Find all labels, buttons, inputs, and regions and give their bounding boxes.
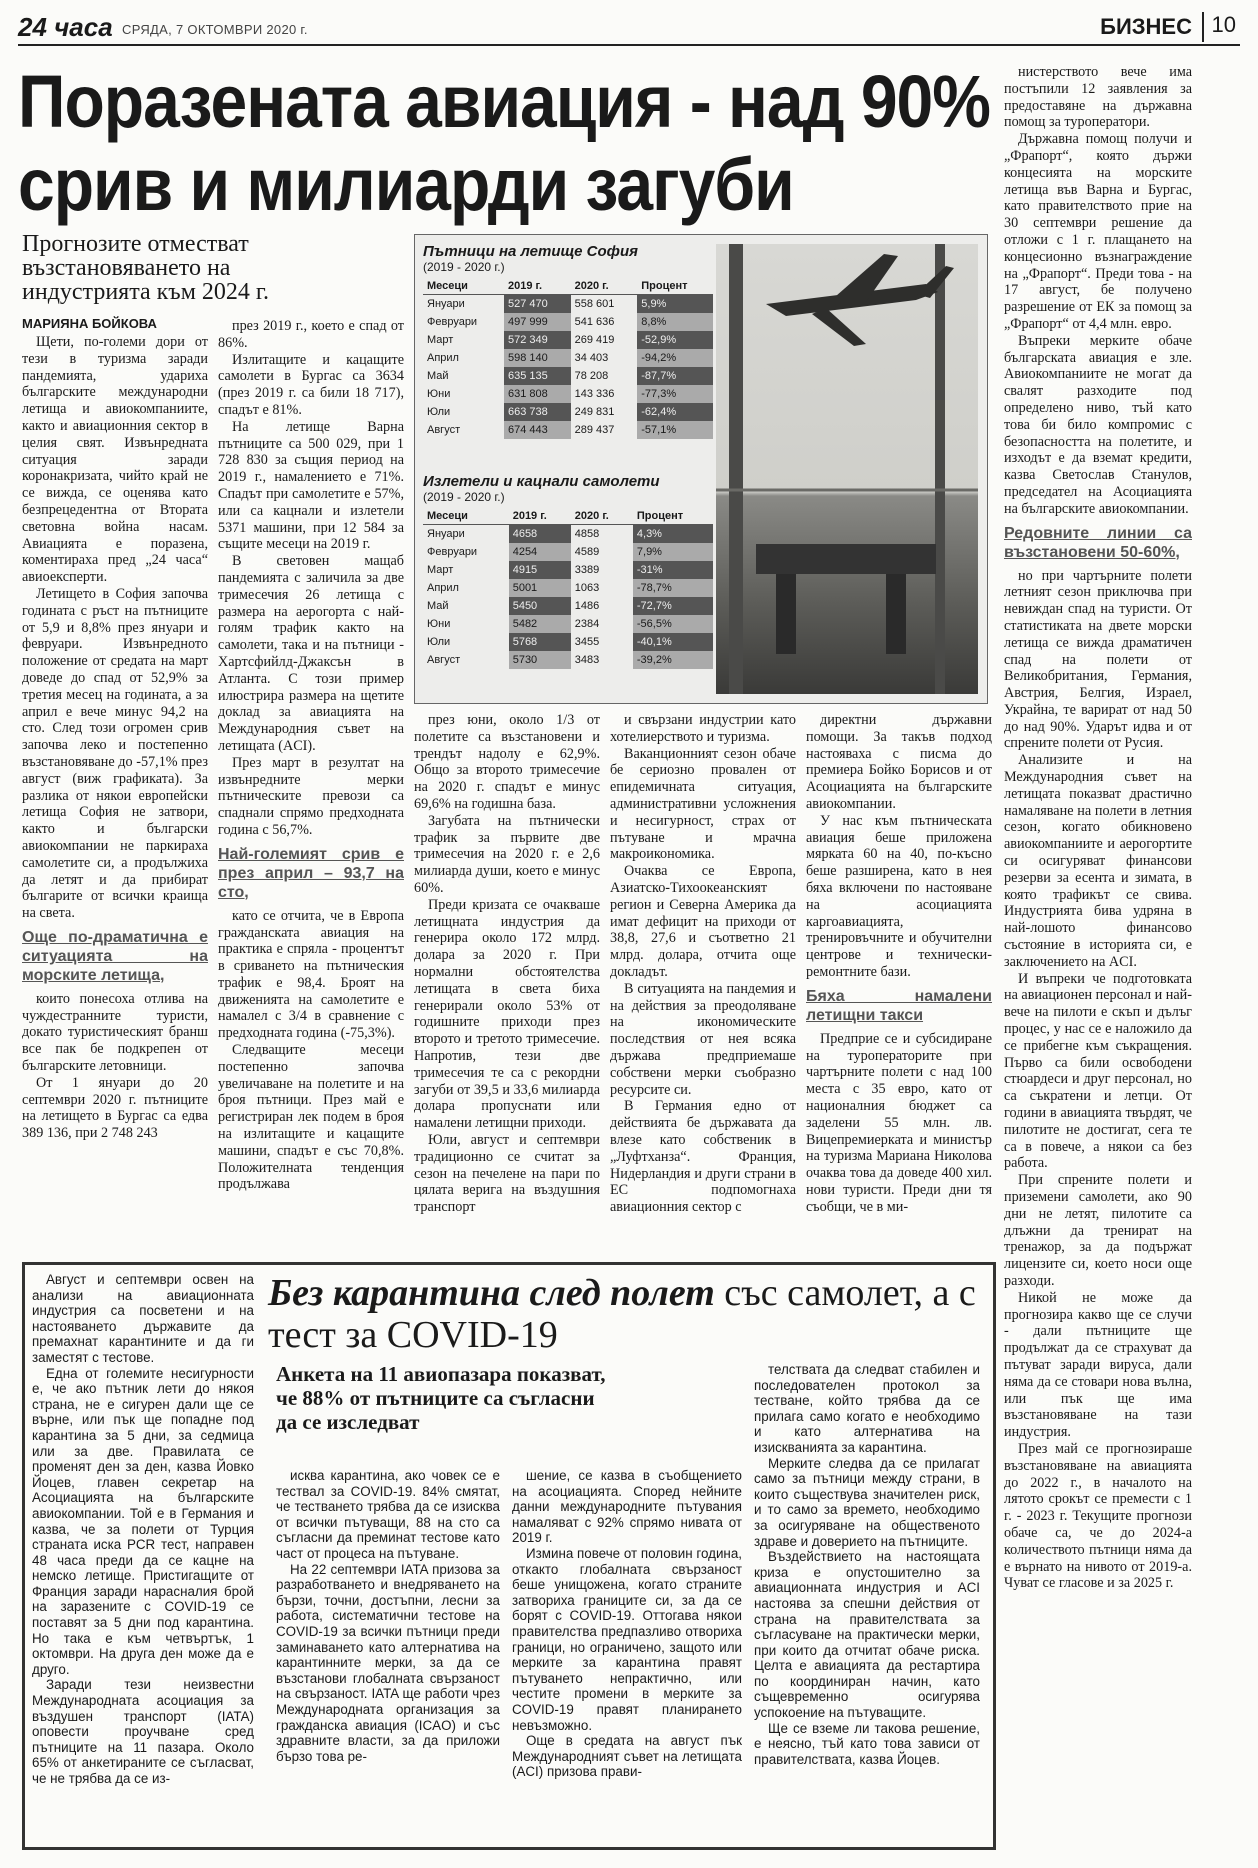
paragraph: Летището в София започва годината с ръст на пътниците от 5,9 и 8,8% през януари и февруари. Извънредното положение от средата на март доведе до спад от 52,9% за третия месец на годината, а за април е вече минус 94,2 на сто. След този огромен срив започва леко и постепенно възстановяване до -57,1% през август (виж графиката). За разлика от някои европейски летища София не затвори, както и български авиокомпании не паркираха самолетите си, а продължиха да летят и да прибират българите от всички краища на света. <box>22 585 208 922</box>
paragraph: Ваканционният сезон обаче бе сериозно провален от епидемичната ситуация, административни усложнения и несигурност, страх от пътуване и мрачна макроикономика. <box>610 745 796 863</box>
table-cell: 5768 <box>509 633 571 651</box>
paragraph: В Германия едно от действията бе държавата да влезе като собственик в „Луфтханза“. Франция, Нидерландия и други страни в ЕС подпомогнаха авиационния сектор с <box>610 1098 796 1216</box>
table-cell: 1063 <box>574 582 600 594</box>
airport-airplane-photo <box>716 244 978 694</box>
airplane-icon <box>716 244 978 694</box>
table-cell: 3455 <box>574 636 600 648</box>
table-cell: 4858 <box>574 528 600 540</box>
article-column-4 <box>610 712 796 1254</box>
paragraph: Очаква се Европа, Азиатско-Тихоокеанският регион и Северна Америка да имат дефицит на приходи от 38,8, 27,6 и съответно 21 млрд. долара, отчита още докладът. <box>610 863 796 980</box>
table-cell: 598 140 <box>504 349 571 367</box>
table-cell: Юни <box>427 388 451 400</box>
table-cell: 2384 <box>574 618 600 630</box>
paragraph: Предприе се и субсидиране на туроператорите при чартърните полети с над 100 места с 35 евро, като от националния бюджет са заделени 55 млн. лв. Вицепремиерката и министър на туризма Мариана Николова очаква това да доведе 400 хил. нови туристи. Преди дни тя съобщи, че в ми- <box>806 1030 992 1215</box>
pull-quote: Най-големият срив е през април – 93,7 на сто, <box>218 845 404 901</box>
table-row <box>423 421 713 439</box>
paragraph: Преди кризата се очакваше летищната индустрия да генерира около 172 млрд. долара за 2020 г. При нормални обстоятелства летищата в света биха генерирали около 53% от годишните приходи през второто и третото тримесечие. Напротив, тези две тримесечия те са с рекордни загуби от 39,5 и 33,6 милиарда долара пропуснати или намалени летищни приходи. <box>414 896 600 1132</box>
table-row <box>423 313 713 331</box>
paragraph: нистерството вече има постъпили 12 заявления за предоставяне на държавна помощ за туроператори. <box>1004 64 1192 131</box>
table-header-cell: 2019 г. <box>504 278 571 295</box>
table-cell: Август <box>427 424 461 436</box>
table-cell: 5001 <box>509 579 571 597</box>
paragraph: Август и септември освен на анализи на авиационната индустрия са посветени и на настояването държавите да премахнат карантините и да ги заместят с тестове. <box>32 1272 254 1365</box>
table-row <box>423 525 713 544</box>
paragraph: директни държавни помощи. За такъв подход настояваха с писма до премиера Бойко Борисов и от Асоциацията на българските авиокомпании. <box>806 712 992 812</box>
paragraph: Мерките следва да се прилагат само за пътници между страни, в които съществува значителен риск, и то само за времето, необходимо за осигуряване на общественото здраве и доверието на пътниците. <box>754 1455 980 1549</box>
table-header-cell: Процент <box>633 508 713 525</box>
bottom-column-4 <box>754 1362 980 1838</box>
pull-quote: Бяха намалени летищни такси <box>806 987 992 1024</box>
article-column-2 <box>218 318 404 1254</box>
table-cell: 5450 <box>509 597 571 615</box>
table-cell: Януари <box>427 528 465 540</box>
table-cell: 269 419 <box>574 334 615 346</box>
paragraph: през юни, около 1/3 от полетите са възстановени и трендът надолу е 62,9%. Общо за второто тримесечие на 2020 г. спадът е минус 69,6% на годишна база. <box>414 712 600 812</box>
bottom-column-1 <box>32 1272 254 1838</box>
table-subtitle: (2019 - 2020 г.) <box>423 260 505 274</box>
table-title: Пътници на летище София <box>423 243 638 260</box>
passengers-table-block <box>423 243 713 439</box>
table-cell: 527 470 <box>504 295 571 314</box>
table-cell: 4658 <box>509 525 571 544</box>
bottom-article-subhead: Анкета на 11 авиопазара показват, че 88% от пътниците са съгласни да се изследват <box>276 1362 606 1434</box>
table-cell: -72,7% <box>633 597 713 615</box>
table-cell: 5482 <box>509 615 571 633</box>
table-cell: 631 808 <box>504 385 571 403</box>
table-header-cell: 2020 г. <box>571 278 638 295</box>
paragraph: През май се прогнозираше възстановяване на авиацията до 2022 г., в началото на лятото срокът се премести с 1 г. - 2023 г. Текущите прогнози обаче са, че до 2024-а количеството пътници няма да е върнато на нивото от 2019-а. Чуват се гласове и за 2025 г. <box>1004 1440 1192 1592</box>
masthead <box>18 8 1240 46</box>
table-cell: 289 437 <box>574 424 615 436</box>
paragraph: Още в средата на август пък Международният съвет на летищата (ACI) призова прави- <box>512 1733 742 1780</box>
table-row <box>423 367 713 385</box>
paragraph: през 2019 г., което е спад от 86%. <box>218 318 404 351</box>
article-column-5 <box>806 712 992 1254</box>
paragraph: Държавна помощ получи и „Фрапорт“, която държи концесията на морските летища във Варна и Бургас, като правителството прие на 30 септември решение да отложи с 1 г. плащането на концесионно възнаграждение на „Фрапорт“. Преди това - на 17 август, бе получено разрешение от ЕК за помощ за „Фрапорт“ от 4,4 млн. евро. <box>1004 131 1192 332</box>
paragraph: През март в резултат на извънредните мерки пътническите превози са спаднали спрямо предходната година с 56,7%. <box>218 754 404 838</box>
table-cell: -77,3% <box>637 385 713 403</box>
paragraph: Ще се вземе ли такова решение, е неясно, тъй като това зависи от правителствата, казва Йоцев. <box>754 1720 980 1767</box>
table-title: Излетели и кацнали самолети <box>423 473 660 490</box>
table-header-cell: 2020 г. <box>571 508 633 525</box>
paragraph: които понесоха отлива на чуждестранните туристи, докато туристическият бранш все пак бе подкрепен от българските летовници. <box>22 990 208 1075</box>
table-cell: -56,5% <box>633 615 713 633</box>
headline-emphasis: Без карантина след полет <box>268 1272 715 1314</box>
table-row <box>423 633 713 651</box>
paragraph: Следващите месеци постепенно започва увеличаване на полетите и на броя пътници. През май е регистриран лек подем в броя на излитащите и кацащите машини, спадът е със 70,8%. Положителната тенденция продължава <box>218 1042 404 1193</box>
table-cell: Февруари <box>427 316 478 328</box>
table-row <box>423 403 713 421</box>
table-cell: 143 336 <box>574 388 615 400</box>
paragraph: и свързани индустрии като хотелиерството и туризма. <box>610 712 796 745</box>
table-cell: -39,2% <box>633 651 713 669</box>
table-cell: 4254 <box>509 543 571 561</box>
table-cell: 5,9% <box>637 295 713 314</box>
pull-quote: Още по-драматична е ситуацията на морските летища, <box>22 928 208 984</box>
article-subhead: Прогнозите отместват възстановяването на индустрията към 2024 г. <box>22 231 270 305</box>
paragraph: У нас към пътническата авиация беше приложена мярката 60 на 40, по-късно беше разширена, като в нея бяха включени по настояване на асоциацията каргоавиацията, тренировъчните и обучителни центрове и технически-ремонтните бази. <box>806 812 992 980</box>
headline-rest: със самолет, а с тест за COVID-19 <box>268 1272 976 1356</box>
table-cell: Март <box>427 334 454 346</box>
page-number: 10 <box>1202 12 1236 42</box>
table-cell: 78 208 <box>574 370 609 382</box>
table-cell: 663 738 <box>504 403 571 421</box>
table-cell: 558 601 <box>574 298 615 310</box>
table-cell: 674 443 <box>504 421 571 439</box>
pull-quote: Редовните линии са възстановени 50-60%, <box>1004 524 1192 561</box>
issue-date: СРЯДА, 7 ОКТОМВРИ 2020 г. <box>122 22 308 37</box>
table-cell: -57,1% <box>637 421 713 439</box>
table-cell: 5730 <box>509 651 571 669</box>
paragraph: От 1 януари до 20 септември 2020 г. пътниците на летището в Бургас са едва 389 136, при 2 748 243 <box>22 1074 208 1142</box>
table-row <box>423 349 713 367</box>
paragraph: телствата да следват стабилен и последователен протокол за тестване, който трябва да се прилага само когато е необходимо и като алтернатива на изискванията за карантина. <box>754 1362 980 1455</box>
table-cell: -62,4% <box>637 403 713 421</box>
table-cell: 4589 <box>574 546 600 558</box>
article-column-6 <box>1004 64 1192 1844</box>
paragraph: Юли, август и септември традиционно се считат за сезон на печелене на пари по цялата верига на въздушния транспорт <box>414 1131 600 1216</box>
bottom-column-3 <box>512 1468 742 1838</box>
table-cell: Април <box>427 582 459 594</box>
table-header-cell: Процент <box>637 278 713 295</box>
table-cell: -87,7% <box>637 367 713 385</box>
table-row <box>423 543 713 561</box>
table-cell: Май <box>427 370 449 382</box>
paragraph: като се отчита, че в Европа гражданската авиация на практика е спряла - процентът в сриването на пътническия трафик е 98,4. Броят на движенията на самолетите е намалел с 3/4 в сравнение с предходната година (-75,3%). <box>218 907 404 1042</box>
table-header-row <box>423 278 713 295</box>
article-headline: Поразената авиация - над 90% срив и милиарди загуби <box>18 60 990 226</box>
passengers-table <box>423 278 713 439</box>
flights-table <box>423 508 713 669</box>
paragraph: Щети, по-големи дори от тези в туризма заради пандемията, удариха българските международни летища и авиокомпаниите, както и авиационния сектор в целия свят. Извънредната ситуация заради коронакризата, чийто край не се вижда, се оценява като безпрецедентна от Втората световна война насам. Авиацията е поразена, коментираха пред „24 часа“ авиоексперти. <box>22 334 208 586</box>
table-row <box>423 385 713 403</box>
newspaper-logo: 24 часа <box>18 12 113 42</box>
table-cell: Януари <box>427 298 465 310</box>
table-cell: -52,9% <box>637 331 713 349</box>
table-header-cell: 2019 г. <box>509 508 571 525</box>
table-cell: Април <box>427 352 459 364</box>
table-cell: 34 403 <box>574 352 609 364</box>
table-cell: Юли <box>427 406 451 418</box>
table-cell: -94,2% <box>637 349 713 367</box>
table-row <box>423 615 713 633</box>
table-row <box>423 651 713 669</box>
paragraph: Анализите и на Международния съвет на летищата показват драстично намаляване на полети в летния сезон, когато обикновено авиокомпаниите и аерогортите си осигуряват финансови резерви за есента и зимата, в която трафикът се свива. Индустрията бива удряна в най-лошото финансово състояние в историята си, е заключението на ACI. <box>1004 752 1192 970</box>
table-cell: 572 349 <box>504 331 571 349</box>
table-subtitle: (2019 - 2020 г.) <box>423 490 505 504</box>
table-cell: 7,9% <box>633 543 713 561</box>
table-cell: -78,7% <box>633 579 713 597</box>
article-column-3 <box>414 712 600 1254</box>
table-row <box>423 579 713 597</box>
table-row <box>423 561 713 579</box>
bottom-article-headline <box>268 1272 978 1356</box>
table-cell: Февруари <box>427 546 478 558</box>
paragraph: В ситуацията на пандемия и на действия за преодоляване на икономическите последствия от нея всяка държава предприемаше собствени мерки съобразно ресурсите си. <box>610 980 796 1098</box>
article-column-1 <box>22 334 208 1254</box>
paragraph: При спрените полети и приземени самолети, ако 90 дни не летят, пилотите са длъжни да тренират на тренажор, за да подържат лицензите си, което носи още разходи. <box>1004 1172 1192 1289</box>
paragraph: Излитащите и кацащите самолети в Бургас са 3634 (през 2019 г. са били 18 717), спадът е 81%. <box>218 351 404 418</box>
table-cell: Юли <box>427 636 451 648</box>
table-cell: 8,8% <box>637 313 713 331</box>
table-header-cell: Месеци <box>423 278 504 295</box>
table-cell: Юни <box>427 618 451 630</box>
table-cell: 635 135 <box>504 367 571 385</box>
paragraph: исква карантина, ако човек се е тествал за COVID-19. 84% смятат, че тестването трябва да се изисква от всички пътуващи, 88 на сто са съгласни да преминат тестове като част от процеса на пътуване. <box>276 1468 500 1561</box>
table-cell: Май <box>427 600 449 612</box>
table-cell: 249 831 <box>574 406 615 418</box>
paragraph: Загубата на пътнически трафик за първите две тримесечия на 2020 г. е 2,6 милиарда души, което е минус 60%. <box>414 812 600 896</box>
table-cell: 1486 <box>574 600 600 612</box>
paragraph: Въздействието на настоящата криза е опустошително за авиационната индустрия и ACI настоява за спешни действия от страна на правителствата за съгласуване на практически мерки, при които да отчитат обаче риска. Целта е авиацията да рестартира по координиран начин, като същевременно осигурява успокоение на пътуващите. <box>754 1549 980 1721</box>
table-cell: 3389 <box>574 564 600 576</box>
table-row <box>423 295 713 314</box>
paragraph: На 22 септември IATA призова за разработването и внедряването на бързи, точни, достъпни, лесни за работа, систематични тестове на COVID-19 за всички пътници преди заминаването като алтернатива на карантинните мерки, за да се възстанови глобалната свързаност на свързаност. IATA ще работи чрез Международната организация за гражданска авиация (ICAO) и със здравните власти, за да приложи бързо това ре- <box>276 1561 500 1764</box>
paragraph: но при чартърните полети летният сезон приключва при невиждан спад на туристи. От статистиката на двете морски летища се вижда драматичен спад на полети от Великобритания, Германия, Австрия, Белгия, Израел, Украйна, те варират от над 50 до над 90%. Ударът идва и от спрените полети от Русия. <box>1004 567 1192 752</box>
section-label: БИЗНЕС <box>1100 14 1192 39</box>
paragraph: Една от големите несигурности е, че ако пътник лети до някоя страна, не е сигурен дали ще се върне, или пък ще попадне под карантина за 5 дни, за седмица или за две. Правилата се променят ден за ден, казва Йовко Йоцев, главен секретар на Асоциацията на българските авиокомпании. Той е в Германия и казва, че за полети от Турция страната иска PCR тест, направен 48 часа преди да се кацне на немско летище. Пристигащите от Франция заради нарасналия брой на заразените с COVID-19 се поставят за 5 дни под карантина. Но такa е към четвъртък, 1 октомври. На друга ден може да е друго. <box>32 1365 254 1677</box>
table-cell: -40,1% <box>633 633 713 651</box>
paragraph: И въпреки че подготовката на авиационен персонал и най-вече на пилоти е скъп и дълъг процес, у нас се е наложило да се прибегне към съкращения. Първо са били освободени стюардеси и друг персонал, но са съкратени и летци. От години в авиацията твърдят, че пилотите не достигат, сега те са в повече, а някои са без работа. <box>1004 970 1192 1172</box>
table-cell: Март <box>427 564 454 576</box>
table-cell: 4915 <box>509 561 571 579</box>
paragraph: Въпреки мерките обаче българската авиация е зле. Авиокомпаниите не могат да свалят разходите под определено ниво, тъй като това би било компромис с безопасността на полетите, и изходът е да вземат кредити, казва Светослав Станулов, председател на Асоциацията на българските авиокомпании. <box>1004 332 1192 517</box>
flights-table-block <box>423 473 713 669</box>
table-cell: 4,3% <box>633 525 713 544</box>
table-cell: 497 999 <box>504 313 571 331</box>
byline: МАРИЯНА БОЙКОВА <box>22 316 157 331</box>
table-cell: Август <box>427 654 461 666</box>
table-row <box>423 597 713 615</box>
paragraph: На летище Варна пътниците са 500 029, при 1 728 830 за същия период на 2019 г., намалението е 71%. Спадът при самолетите е 57%, или са кацнали и излетели 5371 машини, при 12 584 за същите месеци на 2019 г. <box>218 418 404 553</box>
paragraph: шение, се казва в съобщението на асоциацията. Според нейните данни международните пътувания намаляват с 92% спрямо нивата от 2019 г. <box>512 1468 742 1546</box>
bottom-column-2 <box>276 1468 500 1838</box>
table-header-cell: Месеци <box>423 508 509 525</box>
table-row <box>423 331 713 349</box>
paragraph: Никой не може да прогнозира какво ще се случи - дали пътниците ще продължат да се страхуват да пътуват заради вируса, дали няма да се стовари нова вълна, или пък ще има възстановяване на тази индустрия. <box>1004 1289 1192 1441</box>
paragraph: В световен мащаб пандемията с заличила за две тримесечия 26 летища с размера на аерогорта с най-голям трафик както на самолети, така и на пътници - Хартсфийлд-Джаксън в Атланта. С този пример илюстрира размера на щетите доклад за авиацията на Международния съвет на летищата (ACI). <box>218 553 404 754</box>
table-header-row <box>423 508 713 525</box>
paragraph: Изминa повече от половин година, откакто глобалната свързаност беше унищожена, когато страните затвориха границите си, за да се борят с COVID-19. Оттогава някои правителства предпазливо отвориха граници, но ограничено, защото или мерките за карантина правят пътуването непрактично, или честите промени в мерките за COVID-19 правят планирането невъзможно. <box>512 1545 742 1733</box>
paragraph: Заради тези неизвестни Международната асоциация за въздушен транспорт (IATA) оповести проучване сред пътниците на 11 пазара. Около 65% от анкетираните се съгласват, че не трябва да се из- <box>32 1677 254 1786</box>
table-cell: -31% <box>633 561 713 579</box>
table-cell: 541 636 <box>574 316 615 328</box>
table-cell: 3483 <box>574 654 600 666</box>
